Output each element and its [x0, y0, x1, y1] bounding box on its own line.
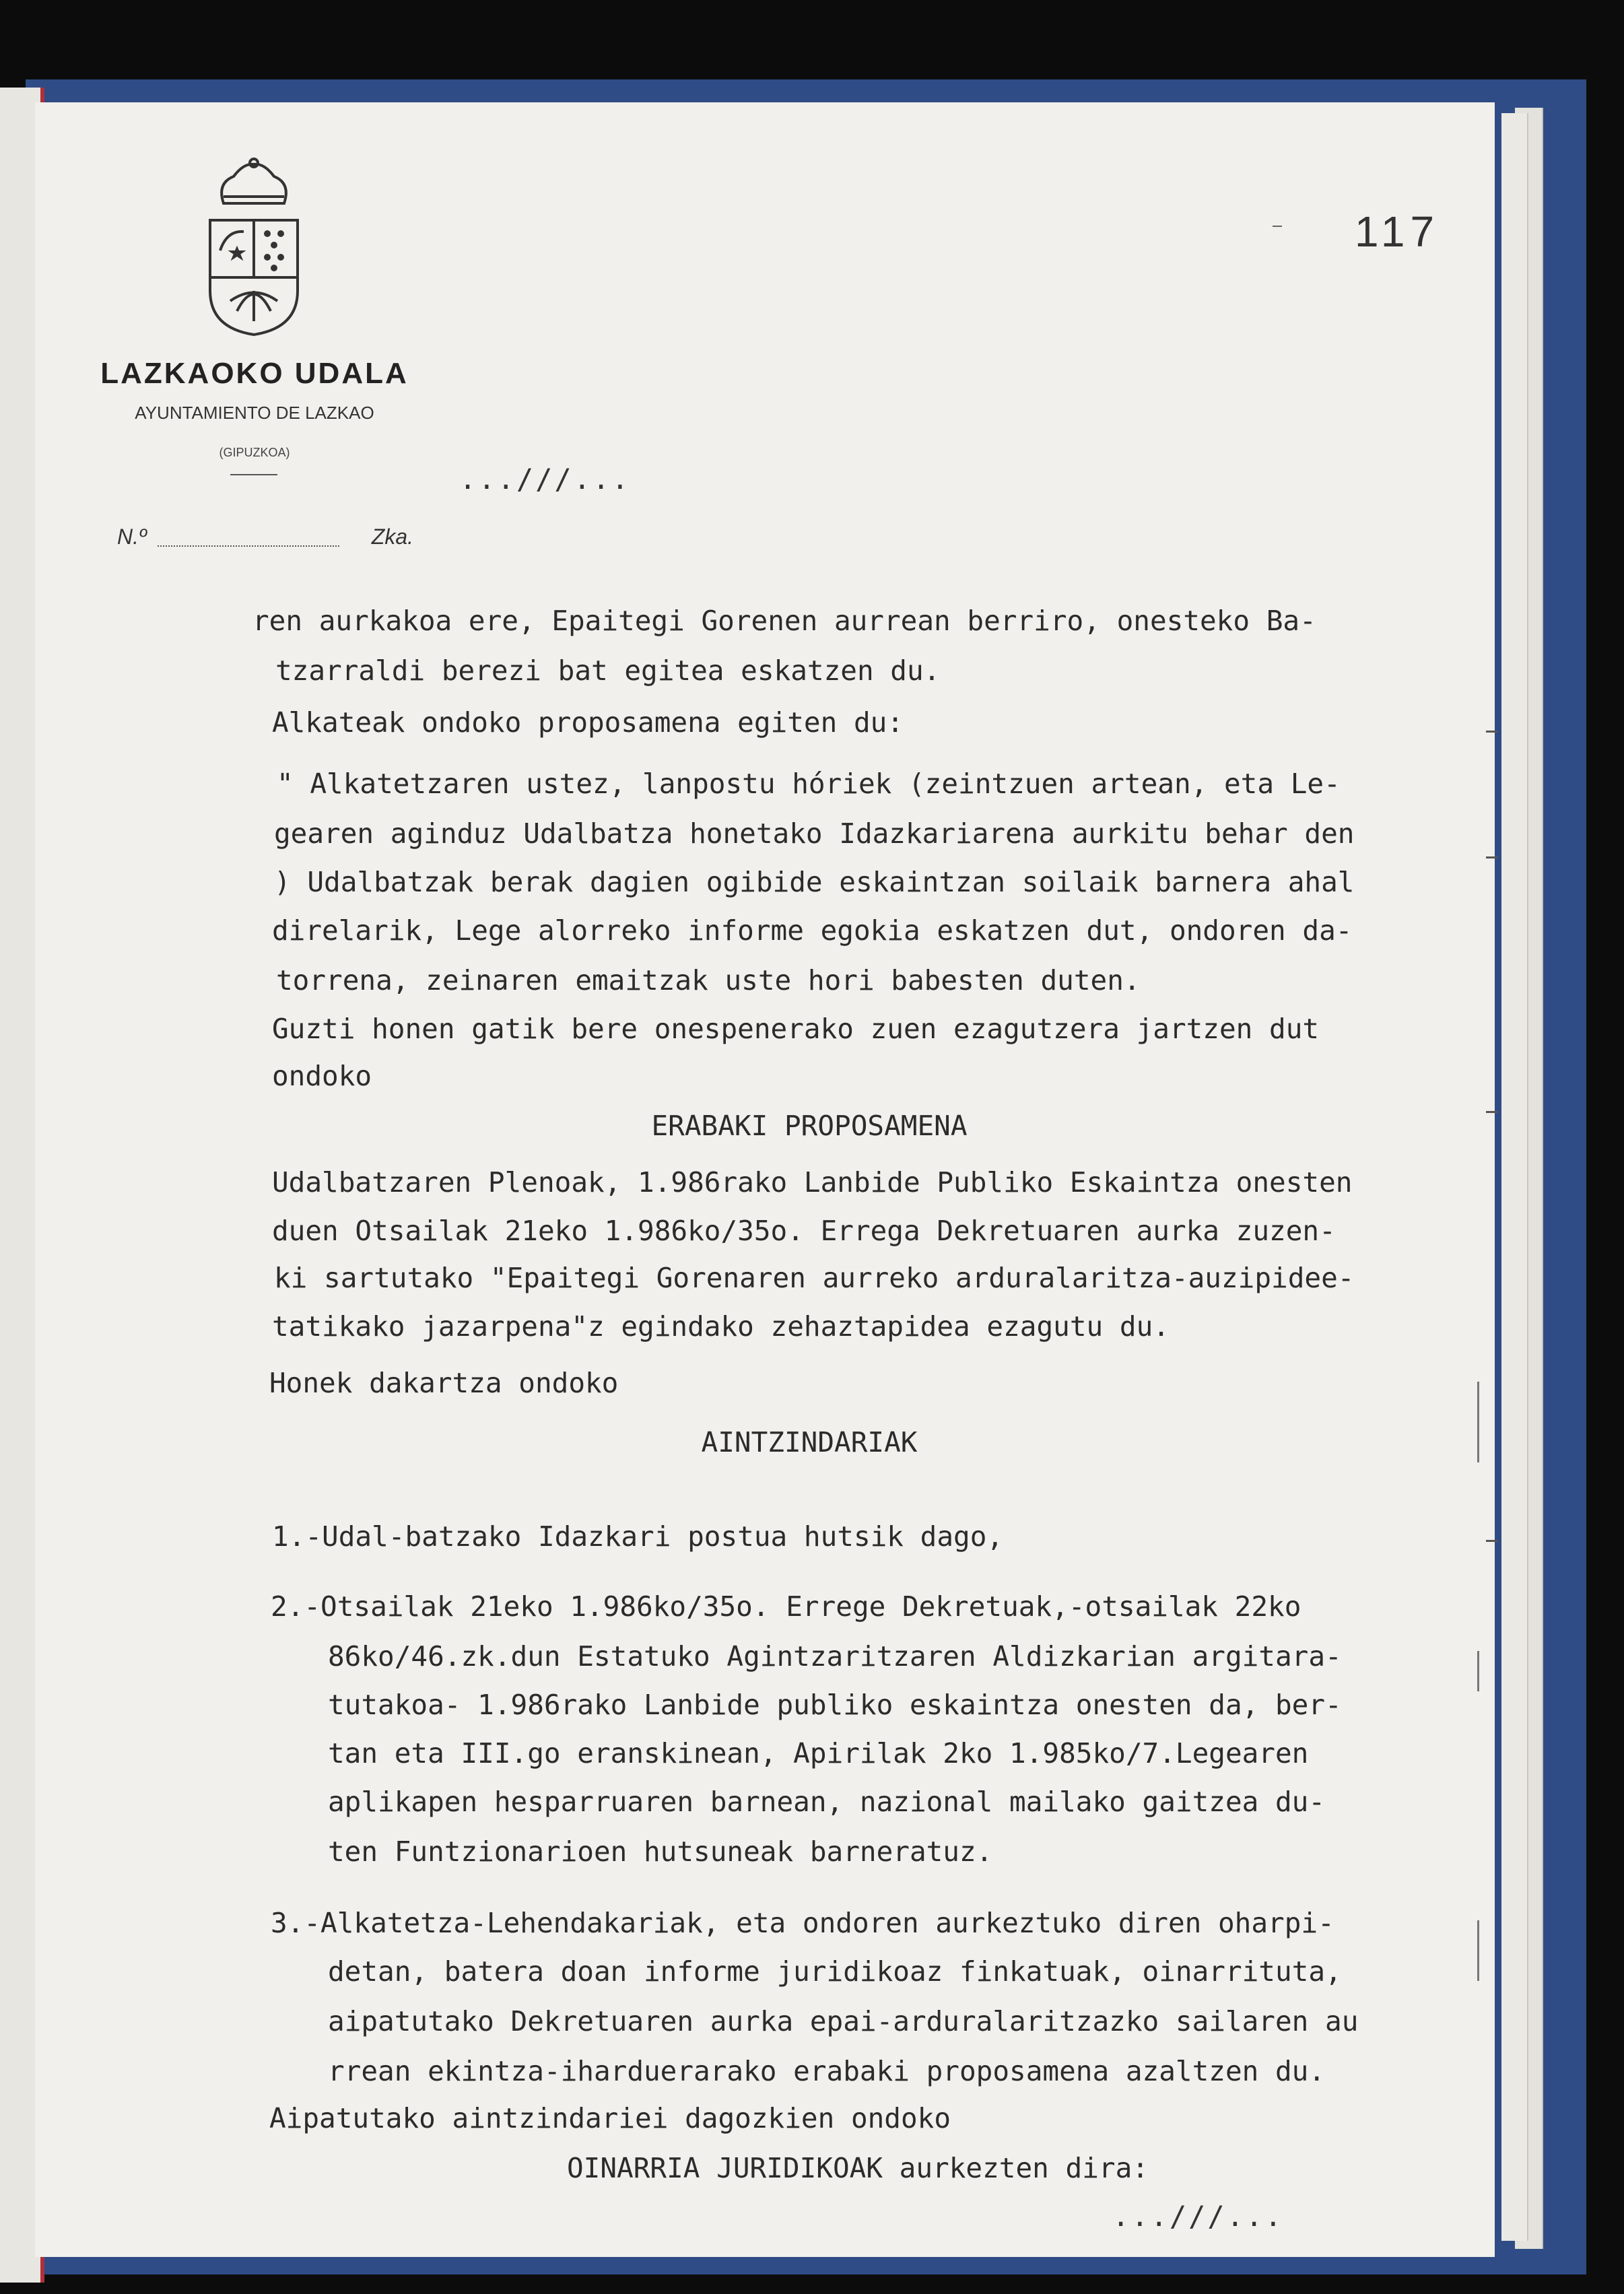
section-heading: OINARRIA JURIDIKOAK aurkezten dira: — [567, 2152, 1149, 2184]
list-item: 1.-Udal-batzako Idazkari postua hutsik dago, — [272, 1520, 1004, 1553]
body-line: tatikako jazarpena"z egindako zehaztapidea ezagutu du. — [272, 1310, 1170, 1343]
divider — [230, 474, 277, 475]
province: (GIPUZKOA) — [219, 446, 290, 459]
margin-mark — [1477, 1920, 1479, 1981]
ref-prefix: N.º — [117, 525, 147, 549]
continuation-mark-bottom: ...///... — [1112, 2200, 1284, 2233]
list-item: 2.-Otsailak 21eko 1.986ko/35o. Errege Dekretuak,-otsailak 22ko — [271, 1590, 1301, 1623]
margin-mark — [1486, 1540, 1498, 1542]
body-line: Udalbatzaren Plenoak, 1.986rako Lanbide Publiko Eskaintza onesten — [272, 1166, 1353, 1199]
org-name: LAZKAOKO UDALA — [100, 357, 409, 390]
list-item-line: tutakoa- 1.986rako Lanbide publiko eskaintza onesten da, ber- — [328, 1689, 1342, 1721]
body-line: Guzti honen gatik bere onespenerako zuen ezagutzera jartzen dut — [272, 1013, 1320, 1045]
margin-mark — [1477, 1382, 1479, 1462]
body-line: gearen aginduz Udalbatza honetako Idazkariarena aurkitu behar den — [274, 817, 1355, 850]
margin-mark — [1486, 856, 1498, 858]
list-item: 3.-Alkatetza-Lehendakariak, eta ondoren aurkeztuko diren oharpi- — [271, 1907, 1334, 1939]
body-line: tzarraldi berezi bat egitea eskatzen du. — [275, 654, 941, 687]
page-number: 117 — [1355, 207, 1440, 256]
body-line: Honek dakartza ondoko — [269, 1367, 619, 1399]
page-stack-edge — [1501, 113, 1528, 2241]
body-line: Alkateak ondoko proposamena egiten du: — [272, 706, 904, 739]
section-heading: AINTZINDARIAK — [701, 1426, 918, 1458]
list-item-line: detan, batera doan informe juridikoaz finkatuak, oinarrituta, — [328, 1955, 1342, 1988]
margin-mark — [1486, 731, 1498, 733]
margin-mark — [1486, 1111, 1498, 1113]
body-line: torrena, zeinaren emaitzak uste hori babesten duten. — [276, 964, 1141, 997]
body-line: ondoko — [272, 1060, 372, 1092]
margin-mark — [1477, 1651, 1479, 1691]
ref-blank-line — [158, 545, 339, 547]
section-heading: ERABAKI PROPOSAMENA — [651, 1110, 968, 1142]
body-line: ren aurkakoa ere, Epaitegi Gorenen aurrean berriro, onesteko Ba- — [252, 605, 1316, 637]
org-name-es: AYUNTAMIENTO DE LAZKAO — [135, 403, 374, 423]
mark — [1273, 226, 1282, 227]
body-line: ki sartutako "Epaitegi Gorenaren aurreko arduralaritza-auzipidee- — [274, 1262, 1355, 1294]
body-line: duen Otsailak 21eko 1.986ko/35o. Errega Dekretuaren aurka zuzen- — [272, 1215, 1336, 1247]
ref-suffix: Zka. — [371, 525, 413, 549]
list-item-line: tan eta III.go eranskinean, Apirilak 2ko 1.985ko/7.Legearen — [328, 1737, 1309, 1769]
list-item-line: rrean ekintza-iharduerarako erabaki proposamena azaltzen du. — [328, 2055, 1326, 2087]
body-line: " Alkatetzaren ustez, lanpostu hóriek (zeintzuen artean, eta Le- — [277, 768, 1341, 800]
body-line: ) Udalbatzak berak dagien ogibide eskaintzan soilaik barnera ahal — [274, 866, 1355, 898]
list-item-line: aipatutako Dekretuaren aurka epai-arduralaritzazko sailaren au — [328, 2005, 1359, 2037]
list-item-line: ten Funtzionarioen hutsuneak barneratuz. — [328, 1835, 993, 1868]
list-item-line: 86ko/46.zk.dun Estatuko Agintzaritzaren Aldizkarian argitara- — [328, 1640, 1342, 1673]
reference-number-field — [117, 521, 413, 553]
municipal-crest-icon — [197, 156, 311, 338]
body-line: direlarik, Lege alorreko informe egokia eskatzen dut, ondoren da- — [272, 914, 1353, 947]
body-line: Aipatutako aintzindariei dagozkien ondoko — [269, 2102, 951, 2134]
document-page — [35, 102, 1495, 2257]
list-item-line: aplikapen hesparruaren barnean, nazional mailako gaitzea du- — [328, 1786, 1326, 1818]
continuation-mark-top: ...///... — [459, 463, 631, 496]
